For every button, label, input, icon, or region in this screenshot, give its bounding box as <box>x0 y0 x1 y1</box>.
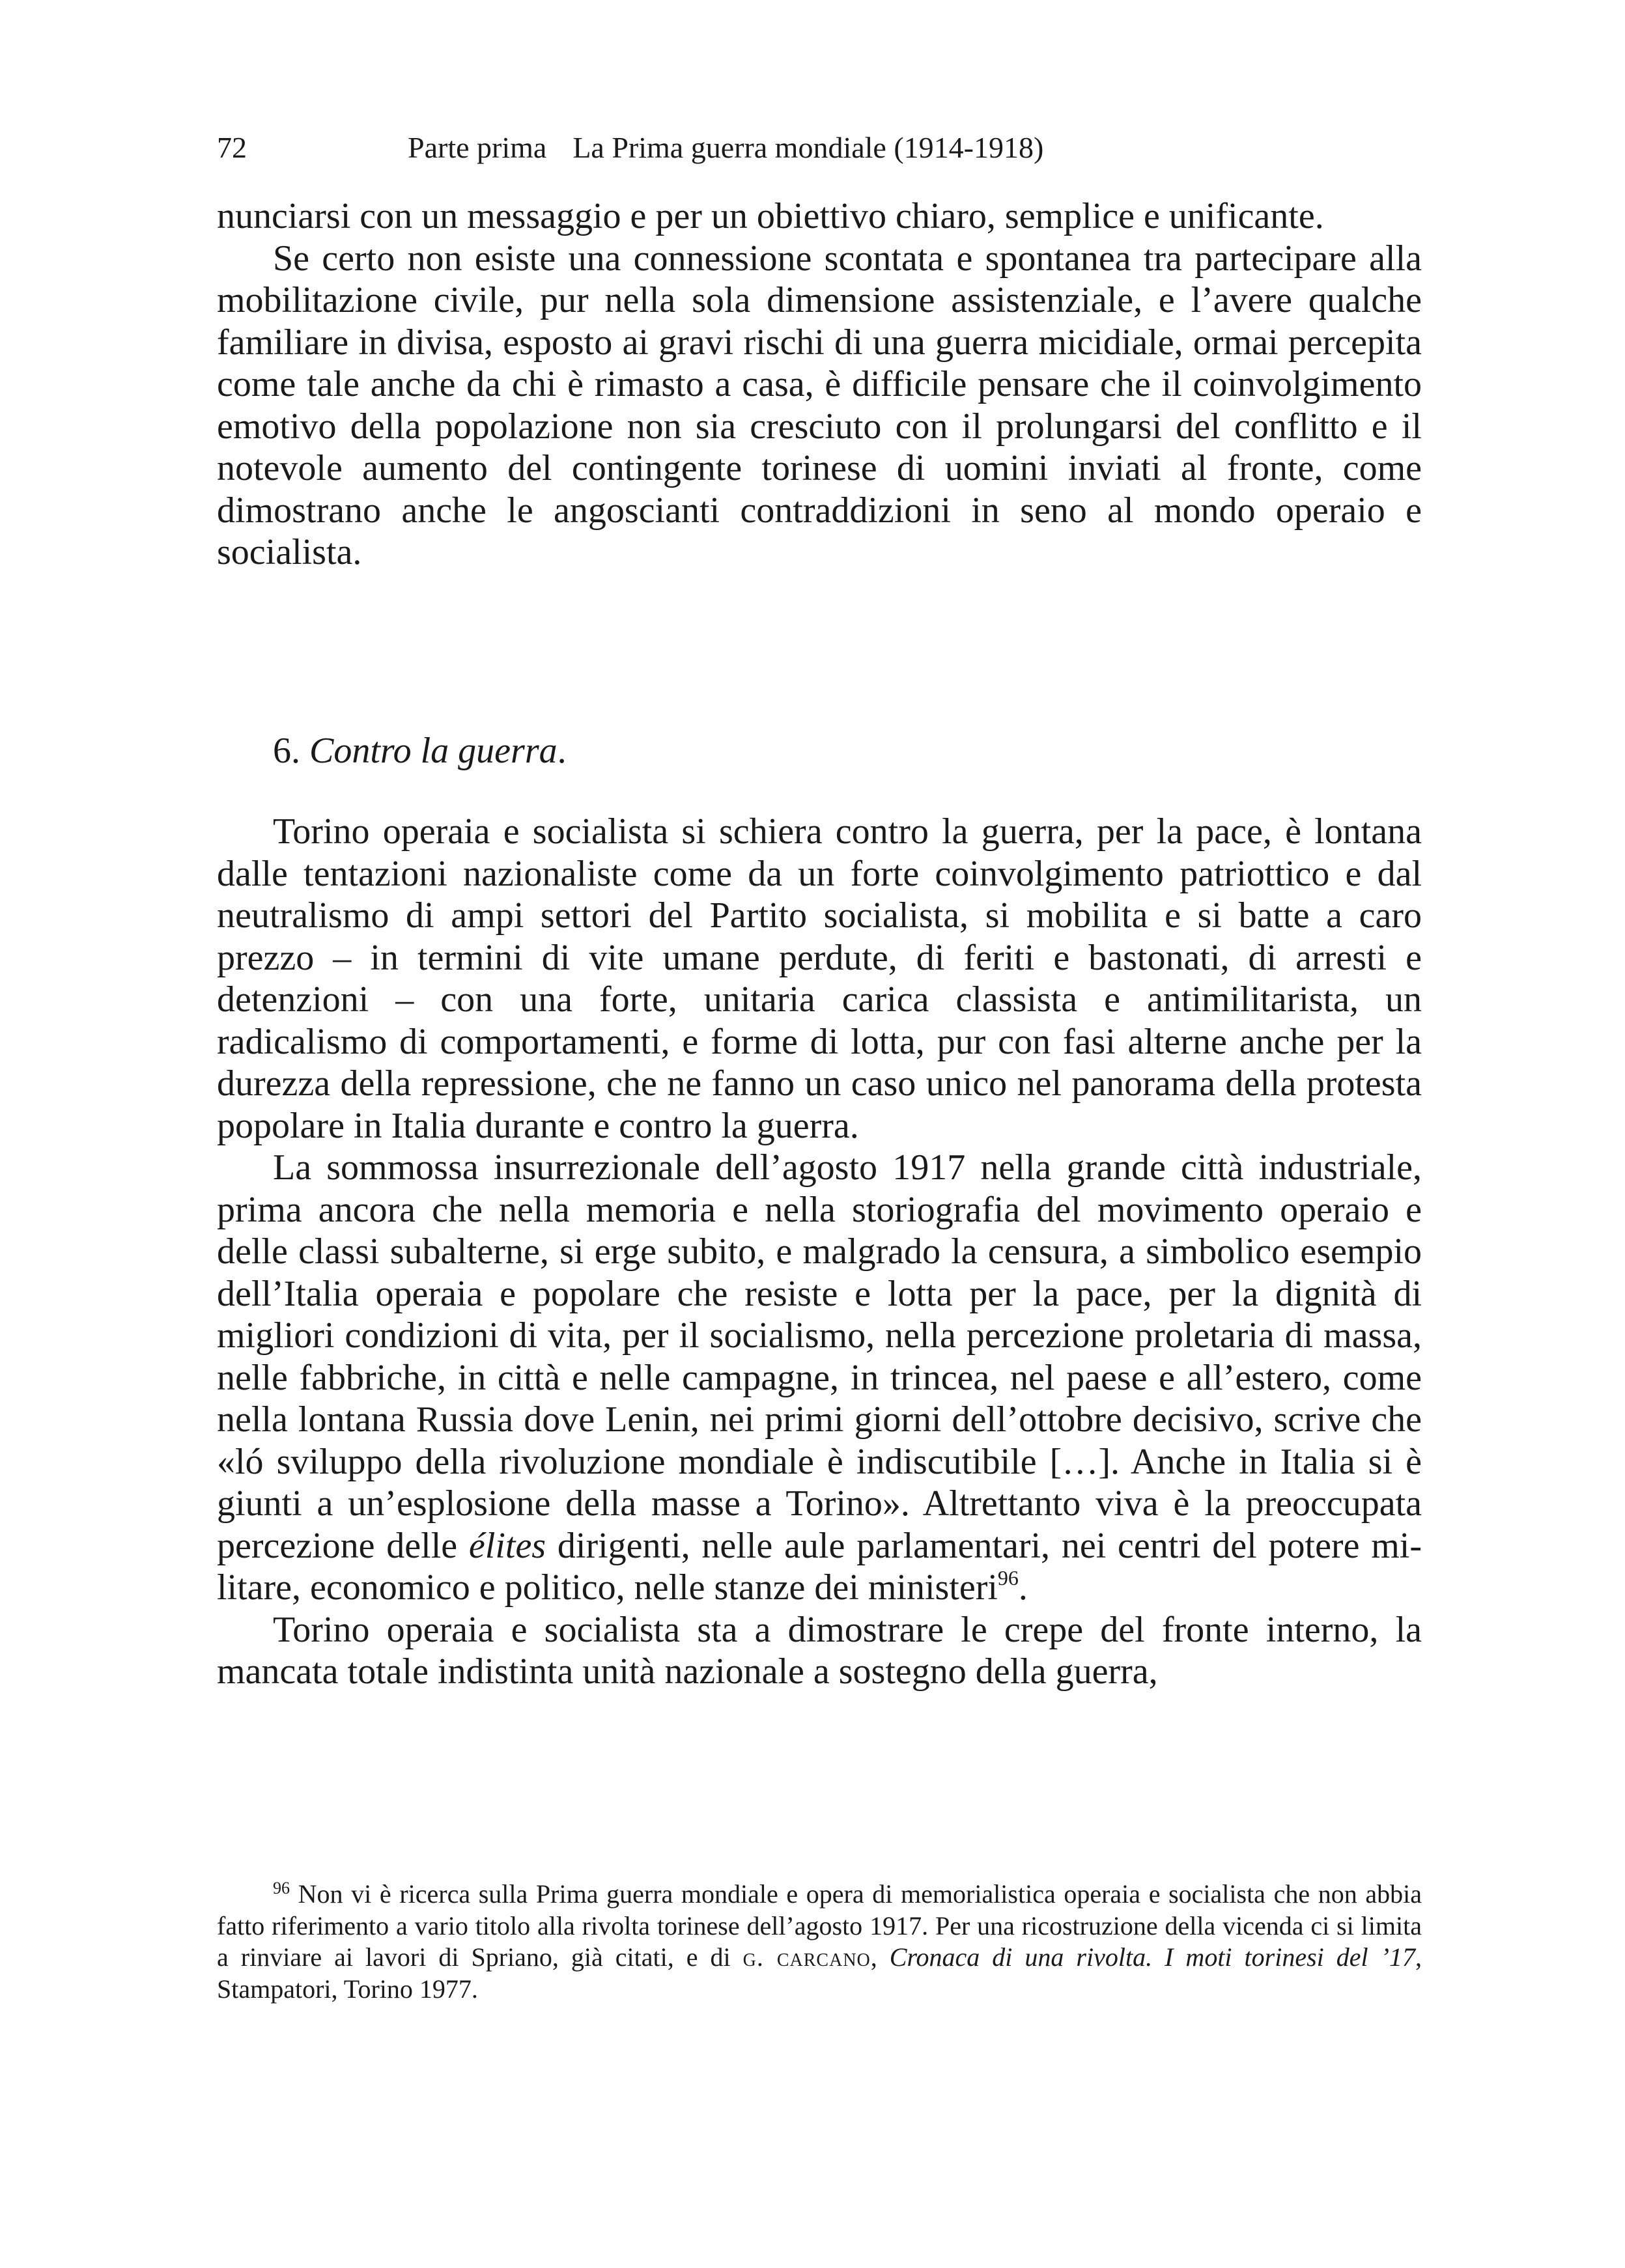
footnote-text: , Stampatori, Torino 1977. <box>217 1942 1422 2004</box>
text-block-section <box>217 811 1422 1693</box>
footnote <box>217 1879 1422 2005</box>
paragraph: Torino operaia e socialista si schiera contro la guerra, per la pace, è lontana dalle tentazioni nazionaliste come da un forte coinvolgimento patriottico e dal neutralismo di ampi settori del Partito socialista, si mobilita e si batte a caro prezzo – in termini di vite umane perdute, di feriti e bastonati, di arresti e detenzioni – con una forte, unitaria carica classista e antimilitarista, un radicalismo di comportamenti, e forme di lotta, pur con fasi alterne anche per la durezza della repressione, che ne fanno un caso unico nel panorama della protesta popolare in Italia durante e contro la guerra. <box>217 811 1422 1146</box>
paragraph: Torino operaia e socialista sta a dimostrare le crepe del fronte interno, la mancata totale indistinta unità nazionale a sostegno della guerra, <box>217 1609 1422 1692</box>
paragraph-text: La sommossa insurrezionale dell’agosto 1917 nella grande città industriale, prima ancora che nella memoria e nella storiografia del movimento operaio e delle classi subalterne, si erge subito, e malgrado la censura, a simbolico esempio dell’Italia operaia e popolare che resiste e lotta per la pace, per la dignità di migliori condizioni di vita, per il socialismo, nella percezione proletaria di massa, nelle fabbriche, in città e nelle campagne, in trincea, nel paese e all’estero, come nella lontana Russia dove Lenin, nei primi giorni dell’ottobre decisivo, scrive che «ló sviluppo della rivoluzione mondiale è indiscutibile […]. Anche in Italia si è giunti a un’esplosione della masse a Torino». Altrettanto viva è la preoccupata percezione delle <box>217 1147 1422 1566</box>
footnote-book-title: Cronaca di una rivolta. I moti torinesi del ’17 <box>889 1942 1415 1972</box>
footnote-reference[interactable]: 96 <box>997 1566 1019 1589</box>
section-number: 6. <box>273 731 300 771</box>
paragraph-text: dirigenti, nelle aule parlamentari, nei centri del potere militare, economico e politico, nelle stanze dei ministeri <box>217 1525 1422 1608</box>
italic-term: élites <box>468 1525 546 1566</box>
footnote-text: , <box>870 1942 890 1972</box>
section-title-end: . <box>557 731 567 771</box>
running-head-part: Parte prima <box>408 131 547 164</box>
running-head-chapter: La Prima guerra mondiale (1914-1918) <box>572 131 1044 164</box>
footnotes <box>217 1879 1422 2005</box>
running-header <box>217 125 1422 171</box>
paragraph-continued: nunciarsi con un messaggio e per un obiettivo chiaro, semplice e unificante. <box>217 196 1324 236</box>
paragraph: Se certo non esiste una connessione scontata e spontanea tra partecipare alla mobilitazione civile, pur nella sola dimensione assistenziale, e l’avere qualche familiare in divisa, esposto ai gravi rischi di una guerra micidiale, ormai percepita come tale anche da chi è rimasto a casa, è difficile pensare che il coinvolgimento emotivo della popolazione non sia cresciuto con il prolungarsi del conflitto e il notevole aumento del contingente torinese di uomini inviati al fronte, come dimostrano anche le angoscianti contraddizioni in seno al mondo operaio e socialista. <box>217 238 1422 572</box>
section-heading <box>273 728 567 774</box>
text-block-top <box>217 195 1422 574</box>
page-number: 72 <box>217 131 247 164</box>
footnote-text: Non vi è ricerca sulla Prima guerra mondiale e opera di memorialistica operaia e socialista che non abbia fatto riferimento a vario titolo alla rivolta torinese dell’agosto 1917. Per una ricostruzione della vicenda ci si limita a rinviare ai lavori di Spriano, già citati, e di <box>217 1879 1422 1972</box>
running-head-title <box>408 125 1043 171</box>
section-title: Contro la guerra <box>309 731 558 771</box>
paragraph-end: . <box>1018 1567 1028 1608</box>
footnote-number: 96 <box>273 1879 290 1897</box>
paragraph <box>217 1147 1422 1609</box>
footnote-author: g. carcano <box>742 1942 871 1972</box>
